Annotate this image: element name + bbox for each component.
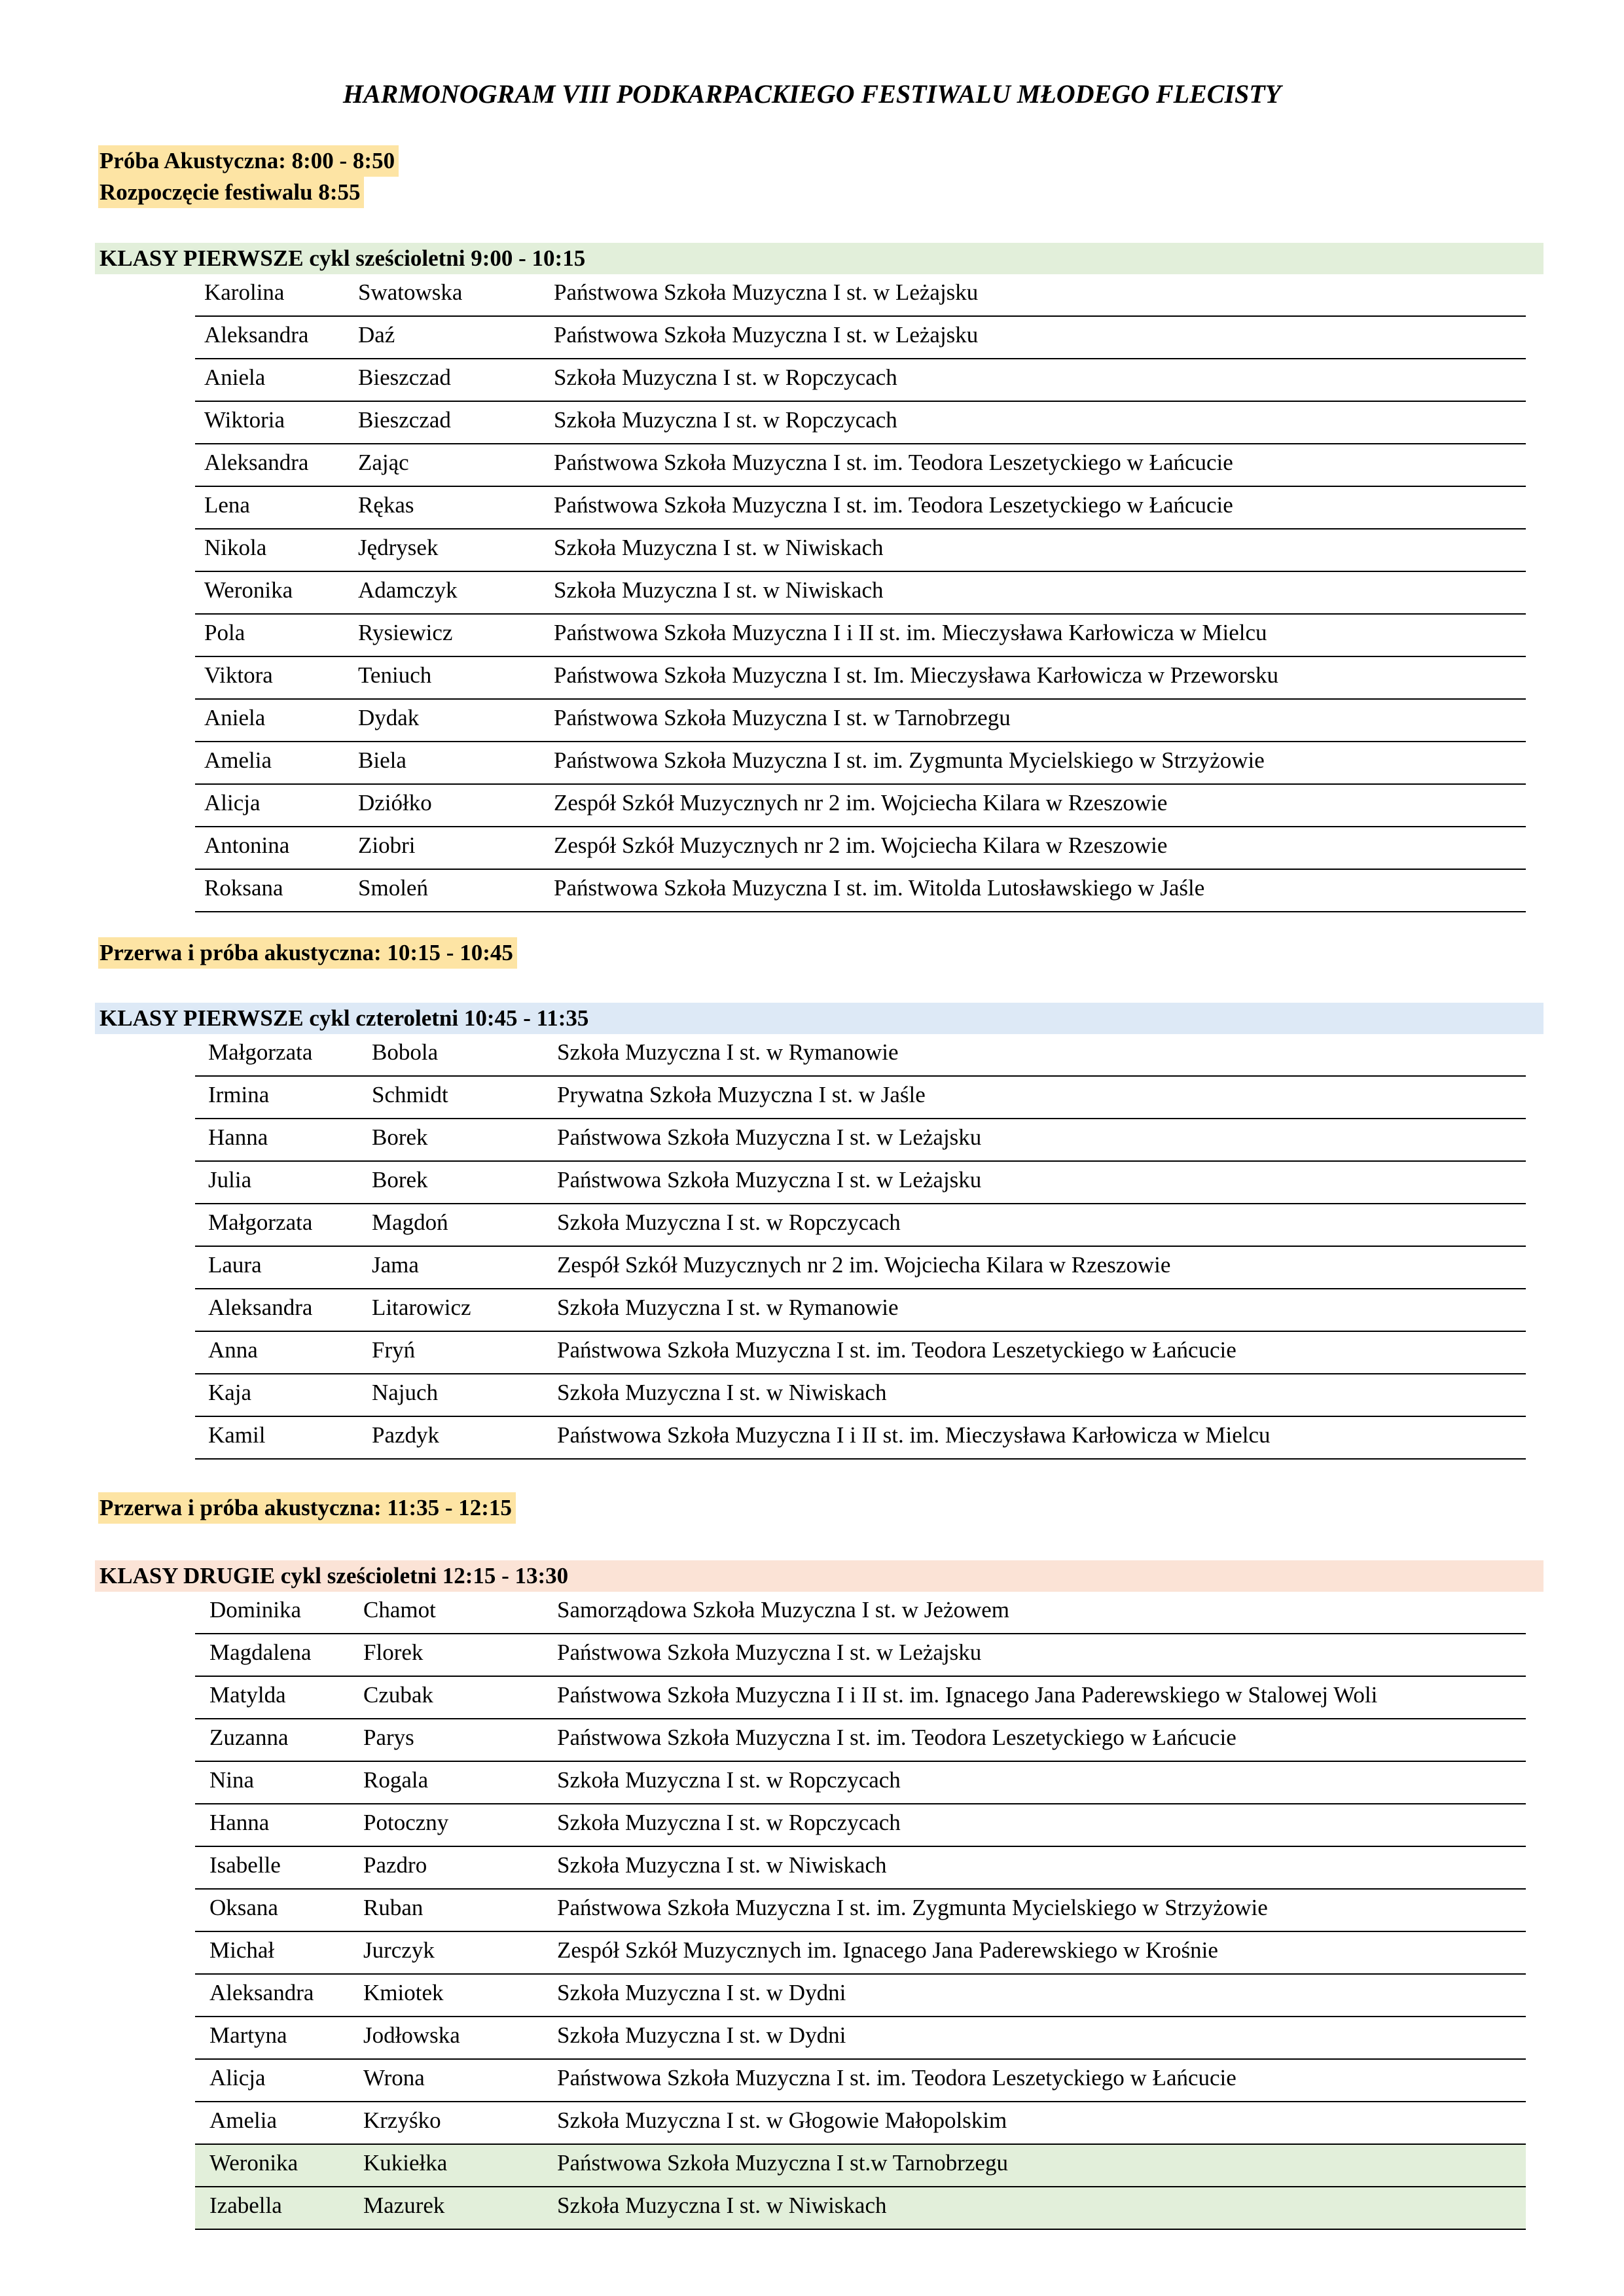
school-cell: Państwowa Szkoła Muzyczna I st.w Tarnobrzegu [557,2150,1008,2176]
first-name-cell: Kamil [208,1422,266,1448]
table-row [195,1719,1526,1762]
table-row [195,1204,1526,1247]
first-name-cell: Aniela [204,365,266,390]
first-name-cell: Pola [204,620,245,645]
school-cell: Państwowa Szkoła Muzyczna I st. w Leżajsku [557,1640,982,1665]
last-name-cell: Potoczny [363,1810,449,1835]
last-name-cell: Bobola [372,1039,439,1065]
table-row [195,1162,1526,1204]
first-name-cell: Isabelle [209,1852,281,1878]
school-cell: Szkoła Muzyczna I st. w Niwiskach [554,535,884,560]
school-cell: Szkoła Muzyczna I st. w Niwiskach [554,577,884,603]
last-name-cell: Fryń [372,1337,416,1363]
first-name-cell: Karolina [204,279,285,305]
school-cell: Państwowa Szkoła Muzyczna I st. w Leżajsku [557,1124,982,1150]
table-row [195,2017,1526,2060]
first-name-cell: Antonina [204,833,290,858]
first-name-cell: Martyna [209,2022,287,2048]
school-cell: Państwowa Szkoła Muzyczna I st. im. Teodora Leszetyckiego w Łańcucie [557,1337,1236,1363]
table-row [195,700,1526,742]
table-row [195,1247,1526,1289]
table-row [195,1077,1526,1119]
table-row [195,1890,1526,1932]
school-cell: Państwowa Szkoła Muzyczna I st. im. Witolda Lutosławskiego w Jaśle [554,875,1205,901]
school-cell: Zespół Szkół Muzycznych im. Ignacego Jana Paderewskiego w Krośnie [557,1937,1218,1963]
table-row [195,2145,1526,2187]
school-cell: Szkoła Muzyczna I st. w Niwiskach [557,1380,887,1405]
last-name-cell: Schmidt [372,1082,448,1107]
table-row [195,1332,1526,1374]
school-cell: Szkoła Muzyczna I st. w Niwiskach [557,1852,887,1878]
section-1-table [195,274,1526,912]
last-name-cell: Kmiotek [363,1980,444,2005]
last-name-cell: Smoleń [358,875,428,901]
festival-opening-line: Rozpoczęcie festiwalu 8:55 [98,177,364,208]
table-row [195,1762,1526,1804]
first-name-cell: Aleksandra [209,1980,314,2005]
document-title: HARMONOGRAM VIII PODKARPACKIEGO FESTIWALU MŁODEGO FLECISTY [342,79,1282,109]
table-row [195,2187,1526,2230]
section-3-table [195,1592,1526,2230]
break-line-2: Przerwa i próba akustyczna: 11:35 - 12:15 [98,1492,516,1524]
school-cell: Państwowa Szkoła Muzyczna I st. w Leżajsku [554,322,979,348]
first-name-cell: Nina [209,1767,255,1793]
school-cell: Państwowa Szkoła Muzyczna I st. im. Teodora Leszetyckiego w Łańcucie [554,450,1233,475]
school-cell: Państwowa Szkoła Muzyczna I st. w Tarnobrzegu [554,705,1011,730]
last-name-cell: Jama [372,1252,419,1278]
last-name-cell: Swatowska [358,279,463,305]
table-row [195,487,1526,529]
table-row [195,1374,1526,1417]
section-header-3: KLASY DRUGIE cykl sześcioletni 12:15 - 13:30 [95,1560,1543,1592]
table-row [195,274,1526,317]
table-row [195,1034,1526,1077]
first-name-cell: Laura [208,1252,262,1278]
school-cell: Szkoła Muzyczna I st. w Ropczycach [554,365,897,390]
last-name-cell: Jodłowska [363,2022,460,2048]
table-row [195,1975,1526,2017]
first-name-cell: Wiktoria [204,407,285,433]
last-name-cell: Rękas [358,492,414,518]
table-row [195,2060,1526,2102]
last-name-cell: Pazdyk [372,1422,440,1448]
last-name-cell: Krzyśko [363,2108,441,2133]
first-name-cell: Anna [208,1337,258,1363]
first-name-cell: Nikola [204,535,267,560]
table-row [195,572,1526,615]
table-row [195,742,1526,785]
table-row [195,1119,1526,1162]
school-cell: Szkoła Muzyczna I st. w Rymanowie [557,1039,899,1065]
table-row [195,870,1526,912]
first-name-cell: Weronika [204,577,293,603]
school-cell: Państwowa Szkoła Muzyczna I st. im. Teodora Leszetyckiego w Łańcucie [554,492,1233,518]
break-line-1: Przerwa i próba akustyczna: 10:15 - 10:45 [98,937,517,969]
last-name-cell: Ruban [363,1895,424,1920]
school-cell: Szkoła Muzyczna I st. w Ropczycach [557,1810,901,1835]
table-row [195,402,1526,444]
table-row [195,827,1526,870]
first-name-cell: Viktora [204,662,273,688]
last-name-cell: Pazdro [363,1852,427,1878]
last-name-cell: Florek [363,1640,424,1665]
last-name-cell: Daź [358,322,395,348]
school-cell: Państwowa Szkoła Muzyczna I st. im. Teodora Leszetyckiego w Łańcucie [557,1725,1236,1750]
school-cell: Szkoła Muzyczna I st. w Głogowie Małopolskim [557,2108,1007,2133]
first-name-cell: Małgorzata [208,1210,313,1235]
first-name-cell: Lena [204,492,250,518]
last-name-cell: Adamczyk [358,577,458,603]
section-2-table [195,1034,1526,1460]
first-name-cell: Aleksandra [204,450,309,475]
school-cell: Zespół Szkół Muzycznych nr 2 im. Wojciecha Kilara w Rzeszowie [554,833,1168,858]
school-cell: Państwowa Szkoła Muzyczna I i II st. im. Mieczysława Karłowicza w Mielcu [554,620,1267,645]
table-row [195,359,1526,402]
first-name-cell: Aniela [204,705,266,730]
last-name-cell: Magdoń [372,1210,448,1235]
first-name-cell: Hanna [209,1810,270,1835]
table-row [195,1592,1526,1634]
school-cell: Zespół Szkół Muzycznych nr 2 im. Wojciecha Kilara w Rzeszowie [557,1252,1171,1278]
table-row [195,529,1526,572]
first-name-cell: Alicja [204,790,261,816]
last-name-cell: Bieszczad [358,365,451,390]
school-cell: Państwowa Szkoła Muzyczna I st. im. Zygmunta Mycielskiego w Strzyżowie [554,747,1265,773]
school-cell: Państwowa Szkoła Muzyczna I st. Im. Mieczysława Karłowicza w Przeworsku [554,662,1279,688]
first-name-cell: Alicja [209,2065,266,2090]
table-row [195,1634,1526,1677]
section-header-1: KLASY PIERWSZE cykl sześcioletni 9:00 - 10:15 [95,243,1543,274]
school-cell: Państwowa Szkoła Muzyczna I st. im. Teodora Leszetyckiego w Łańcucie [557,2065,1236,2090]
table-row [195,657,1526,700]
school-cell: Szkoła Muzyczna I st. w Ropczycach [557,1767,901,1793]
school-cell: Państwowa Szkoła Muzyczna I i II st. im. Ignacego Jana Paderewskiego w Stalowej Woli [557,1682,1378,1708]
first-name-cell: Izabella [209,2193,282,2218]
first-name-cell: Aleksandra [204,322,309,348]
school-cell: Prywatna Szkoła Muzyczna I st. w Jaśle [557,1082,926,1107]
first-name-cell: Roksana [204,875,283,901]
last-name-cell: Mazurek [363,2193,445,2218]
first-name-cell: Matylda [209,1682,286,1708]
school-cell: Państwowa Szkoła Muzyczna I st. im. Zygmunta Mycielskiego w Strzyżowie [557,1895,1268,1920]
last-name-cell: Litarowicz [372,1295,471,1320]
last-name-cell: Jędrysek [358,535,439,560]
last-name-cell: Rogala [363,1767,429,1793]
first-name-cell: Dominika [209,1597,301,1623]
last-name-cell: Dziółko [358,790,432,816]
last-name-cell: Bieszczad [358,407,451,433]
last-name-cell: Kukiełka [363,2150,448,2176]
school-cell: Państwowa Szkoła Muzyczna I st. w Leżajsku [554,279,979,305]
first-name-cell: Aleksandra [208,1295,313,1320]
table-row [195,615,1526,657]
table-row [195,785,1526,827]
table-row [195,1804,1526,1847]
school-cell: Samorządowa Szkoła Muzyczna I st. w Jeżowem [557,1597,1010,1623]
last-name-cell: Jurczyk [363,1937,435,1963]
last-name-cell: Ziobri [358,833,416,858]
school-cell: Szkoła Muzyczna I st. w Ropczycach [554,407,897,433]
first-name-cell: Hanna [208,1124,268,1150]
table-row [195,1677,1526,1719]
first-name-cell: Kaja [208,1380,252,1405]
first-name-cell: Zuzanna [209,1725,289,1750]
first-name-cell: Amelia [204,747,272,773]
table-row [195,2102,1526,2145]
first-name-cell: Małgorzata [208,1039,313,1065]
last-name-cell: Dydak [358,705,420,730]
first-name-cell: Amelia [209,2108,278,2133]
school-cell: Szkoła Muzyczna I st. w Niwiskach [557,2193,887,2218]
school-cell: Państwowa Szkoła Muzyczna I i II st. im. Mieczysława Karłowicza w Mielcu [557,1422,1271,1448]
school-cell: Szkoła Muzyczna I st. w Dydni [557,1980,846,2005]
last-name-cell: Czubak [363,1682,433,1708]
last-name-cell: Zając [358,450,409,475]
table-row [195,1847,1526,1890]
first-name-cell: Michał [209,1937,275,1963]
last-name-cell: Teniuch [358,662,432,688]
table-row [195,444,1526,487]
first-name-cell: Irmina [208,1082,270,1107]
last-name-cell: Najuch [372,1380,439,1405]
first-name-cell: Julia [208,1167,252,1193]
last-name-cell: Rysiewicz [358,620,453,645]
school-cell: Państwowa Szkoła Muzyczna I st. w Leżajsku [557,1167,982,1193]
table-row [195,1417,1526,1460]
school-cell: Szkoła Muzyczna I st. w Dydni [557,2022,846,2048]
table-row [195,317,1526,359]
first-name-cell: Oksana [209,1895,278,1920]
last-name-cell: Parys [363,1725,414,1750]
first-name-cell: Magdalena [209,1640,312,1665]
last-name-cell: Wrona [363,2065,425,2090]
table-row [195,1289,1526,1332]
school-cell: Zespół Szkół Muzycznych nr 2 im. Wojciecha Kilara w Rzeszowie [554,790,1168,816]
first-name-cell: Weronika [209,2150,298,2176]
school-cell: Szkoła Muzyczna I st. w Rymanowie [557,1295,899,1320]
last-name-cell: Borek [372,1124,428,1150]
table-row [195,1932,1526,1975]
section-header-2: KLASY PIERWSZE cykl czteroletni 10:45 - 11:35 [95,1003,1543,1034]
last-name-cell: Biela [358,747,406,773]
acoustic-rehearsal-line: Próba Akustyczna: 8:00 - 8:50 [98,145,399,177]
last-name-cell: Borek [372,1167,428,1193]
school-cell: Szkoła Muzyczna I st. w Ropczycach [557,1210,901,1235]
last-name-cell: Chamot [363,1597,436,1623]
